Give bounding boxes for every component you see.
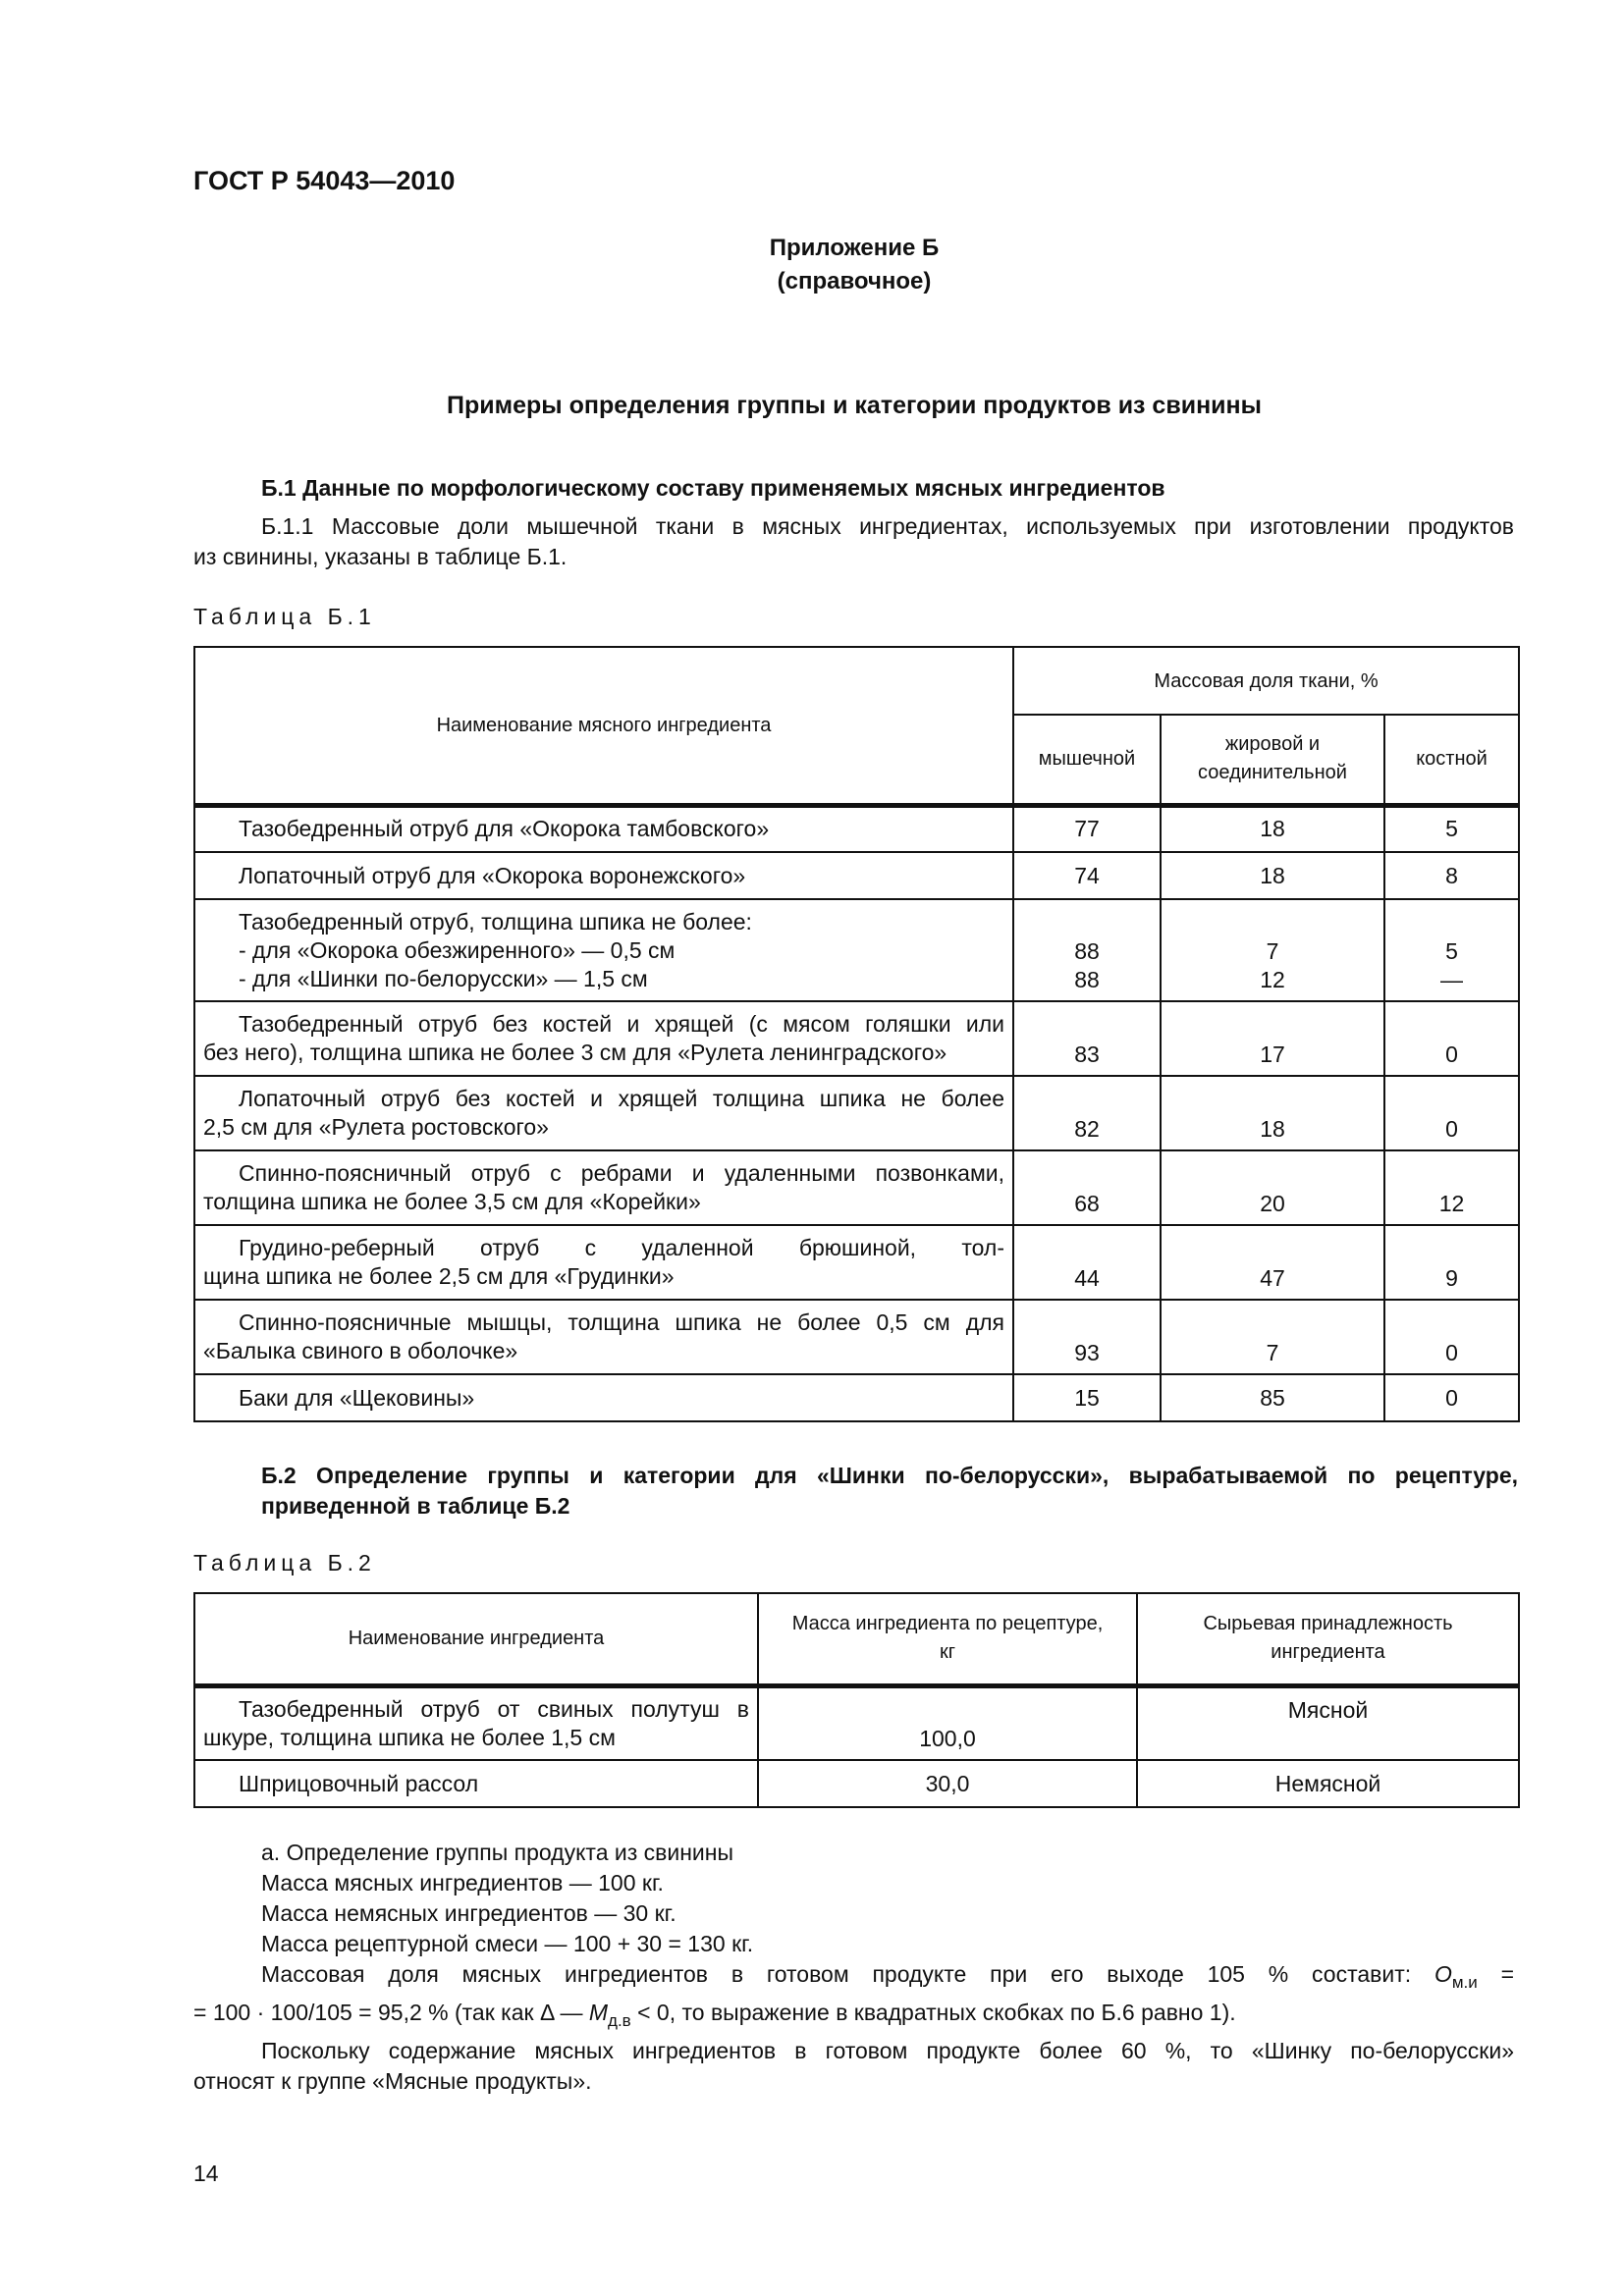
fat-value: 18	[1161, 852, 1384, 899]
muscle-value: 82	[1013, 1076, 1161, 1150]
ingredient-mass: 100,0	[758, 1685, 1137, 1760]
bone-value: 5	[1445, 938, 1458, 964]
table-b1-header-fat	[1161, 715, 1384, 805]
section-b2-heading-line: Б.2 Определение группы и категории для «Шинки по-белорусски», вырабатываемой по рецептуре,	[261, 1463, 1518, 1488]
header-line: соединительной	[1198, 762, 1347, 784]
table-row	[194, 1300, 1519, 1374]
table-row	[194, 1076, 1519, 1150]
ingredient-name: Тазобедренный отруб для «Окорока тамбовского»	[239, 816, 770, 842]
ingredient-name-cont: без него), толщина шпика не более 3 см для «Рулета ленинградского»	[203, 1040, 947, 1065]
table-b2-header-name: Наименование ингредиента	[194, 1593, 758, 1685]
bone-value: 8	[1384, 852, 1519, 899]
ingredient-name: Грудино-реберный отруб с удаленной брюшиной, тол-	[239, 1235, 1004, 1260]
calc-text: Массовая доля мясных ингредиентов в готовом продукте при его выходе 105 % составит:	[261, 1961, 1412, 1987]
ingredient-name-cont: 2,5 см для «Рулета ростовского»	[203, 1114, 549, 1140]
appendix-title: Приложение Б	[769, 235, 940, 261]
ingredient-name-cont: толщина шпика не более 3,5 см для «Корейки»	[203, 1189, 701, 1214]
fat-value: 7	[1161, 1300, 1384, 1374]
table-b2-header-type	[1137, 1593, 1519, 1685]
fat-value: 47	[1161, 1225, 1384, 1300]
calc-line: Масса рецептурной смеси — 100 + 30 = 130 кг.	[261, 1931, 754, 1956]
table-row	[194, 899, 1519, 1001]
muscle-value: 68	[1013, 1150, 1161, 1225]
table-row	[194, 1374, 1519, 1421]
ingredient-mass: 30,0	[758, 1760, 1137, 1807]
ingredient-name: Спинно-поясничный отруб с ребрами и удаленными позвонками,	[239, 1160, 1004, 1186]
table-b1-header-group: Массовая доля ткани, %	[1013, 647, 1519, 715]
ingredient-subitem: - для «Шинки по-белорусски» — 1,5 см	[239, 965, 648, 991]
section-b2-heading-line: приведенной в таблице Б.2	[261, 1493, 570, 1519]
fat-value: 18	[1161, 805, 1384, 852]
table-b2-label: Таблица Б.2	[193, 1550, 376, 1575]
table-b1-header-muscle: мышечной	[1013, 715, 1161, 805]
ingredient-name-cont: щина шпика не более 2,5 см для «Грудинки»	[203, 1263, 675, 1289]
ingredient-name: Тазобедренный отруб без костей и хрящей (с мясом голяшки или	[239, 1011, 1004, 1037]
table-b1-label: Таблица Б.1	[193, 604, 376, 629]
ingredient-name-cont: шкуре, толщина шпика не более 1,5 см	[203, 1724, 616, 1750]
ingredient-name: Тазобедренный отруб, толщина шпика не более:	[239, 908, 752, 934]
table-row	[194, 1225, 1519, 1300]
table-b1-header-bone: костной	[1384, 715, 1519, 805]
bone-value: 12	[1384, 1150, 1519, 1225]
table-b2	[193, 1592, 1520, 1808]
ingredient-name: Баки для «Щековины»	[239, 1384, 475, 1411]
muscle-value: 44	[1013, 1225, 1161, 1300]
formula-symbol: M	[588, 2000, 609, 2025]
appendix-heading	[196, 232, 1512, 298]
formula-subscript: д.в	[608, 2011, 631, 2030]
muscle-value: 74	[1013, 852, 1161, 899]
bone-value: 0	[1384, 1076, 1519, 1150]
section-b2-heading	[261, 1461, 1518, 1522]
ingredient-name-cont: «Балыка свиного в оболочке»	[203, 1338, 518, 1363]
header-line: Сырьевая принадлежность	[1203, 1613, 1453, 1635]
calculation-block	[193, 1838, 1514, 2097]
calc-text: < 0, то выражение в квадратных скобках по Б.6 равно 1).	[630, 2000, 1236, 2025]
calc-line: относят к группе «Мясные продукты».	[193, 2068, 592, 2094]
calc-line: Поскольку содержание мясных ингредиентов в готовом продукте более 60 %, то «Шинку по-белорусски»	[261, 2038, 1514, 2063]
paragraph-line: Б.1.1 Массовые доли мышечной ткани в мясных ингредиентах, используемых при изготовлении продуктов	[261, 513, 1514, 539]
section-b1-heading: Б.1 Данные по морфологическому составу применяемых мясных ингредиентов	[261, 475, 1165, 501]
table-row	[194, 852, 1519, 899]
page-title: Примеры определения группы и категории продуктов из свинины	[447, 392, 1262, 419]
fat-value: 17	[1161, 1001, 1384, 1076]
standard-number: ГОСТ Р 54043—2010	[193, 166, 456, 195]
calc-line	[193, 1959, 1514, 1998]
bone-value: 9	[1384, 1225, 1519, 1300]
bone-value: —	[1440, 967, 1464, 992]
bone-value: 0	[1384, 1001, 1519, 1076]
calc-line	[193, 1998, 1514, 2036]
formula-subscript: м.и	[1451, 1973, 1478, 1992]
table-b1	[193, 646, 1520, 1422]
appendix-type: (справочное)	[777, 268, 932, 294]
ingredient-subitem: - для «Окорока обезжиренного» — 0,5 см	[239, 936, 676, 963]
calc-line: а. Определение группы продукта из свинины	[261, 1840, 734, 1865]
table-row	[194, 1150, 1519, 1225]
paragraph-line: из свинины, указаны в таблице Б.1.	[193, 544, 568, 569]
ingredient-type: Немясной	[1137, 1760, 1519, 1807]
muscle-value: 15	[1013, 1374, 1161, 1421]
table-b2-header-mass	[758, 1593, 1137, 1685]
formula-equals: =	[1500, 1961, 1515, 1987]
ingredient-name: Тазобедренный отруб от свиных полутуш в	[239, 1695, 749, 1722]
table-row	[194, 1001, 1519, 1076]
fat-value: 7	[1266, 938, 1279, 964]
page-number: 14	[193, 2161, 219, 2186]
calc-line: Масса немясных ингредиентов — 30 кг.	[261, 1900, 676, 1926]
fat-value: 20	[1161, 1150, 1384, 1225]
header-line: жировой и	[1224, 733, 1321, 756]
muscle-value: 83	[1013, 1001, 1161, 1076]
bone-value: 0	[1384, 1300, 1519, 1374]
section-b1-paragraph	[193, 511, 1514, 572]
header-line: Масса ингредиента по рецептуре,	[791, 1613, 1104, 1635]
formula-symbol: O	[1434, 1961, 1452, 1987]
muscle-value: 77	[1013, 805, 1161, 852]
muscle-value: 88	[1074, 967, 1100, 992]
header-line: ингредиента	[1271, 1641, 1385, 1664]
table-b1-header-name: Наименование мясного ингредиента	[194, 647, 1013, 805]
ingredient-type: Мясной	[1137, 1685, 1519, 1760]
table-row	[194, 1685, 1519, 1760]
bone-value: 5	[1384, 805, 1519, 852]
muscle-value: 93	[1013, 1300, 1161, 1374]
calc-line: Масса мясных ингредиентов — 100 кг.	[261, 1870, 664, 1896]
calc-text: = 100 · 100/105 = 95,2 % (так как Δ —	[193, 2000, 589, 2025]
ingredient-name: Лопаточный отруб без костей и хрящей толщина шпика не более	[239, 1086, 1004, 1111]
fat-value: 18	[1161, 1076, 1384, 1150]
muscle-value: 88	[1074, 938, 1100, 964]
table-row	[194, 805, 1519, 852]
fat-value: 85	[1161, 1374, 1384, 1421]
table-row	[194, 1760, 1519, 1807]
bone-value: 0	[1384, 1374, 1519, 1421]
ingredient-name: Шприцовочный рассол	[239, 1770, 479, 1796]
header-line: кг	[939, 1641, 956, 1664]
fat-value: 12	[1260, 967, 1285, 992]
ingredient-name: Спинно-поясничные мышцы, толщина шпика не более 0,5 см для	[239, 1309, 1004, 1335]
ingredient-name: Лопаточный отруб для «Окорока воронежского»	[239, 862, 746, 888]
